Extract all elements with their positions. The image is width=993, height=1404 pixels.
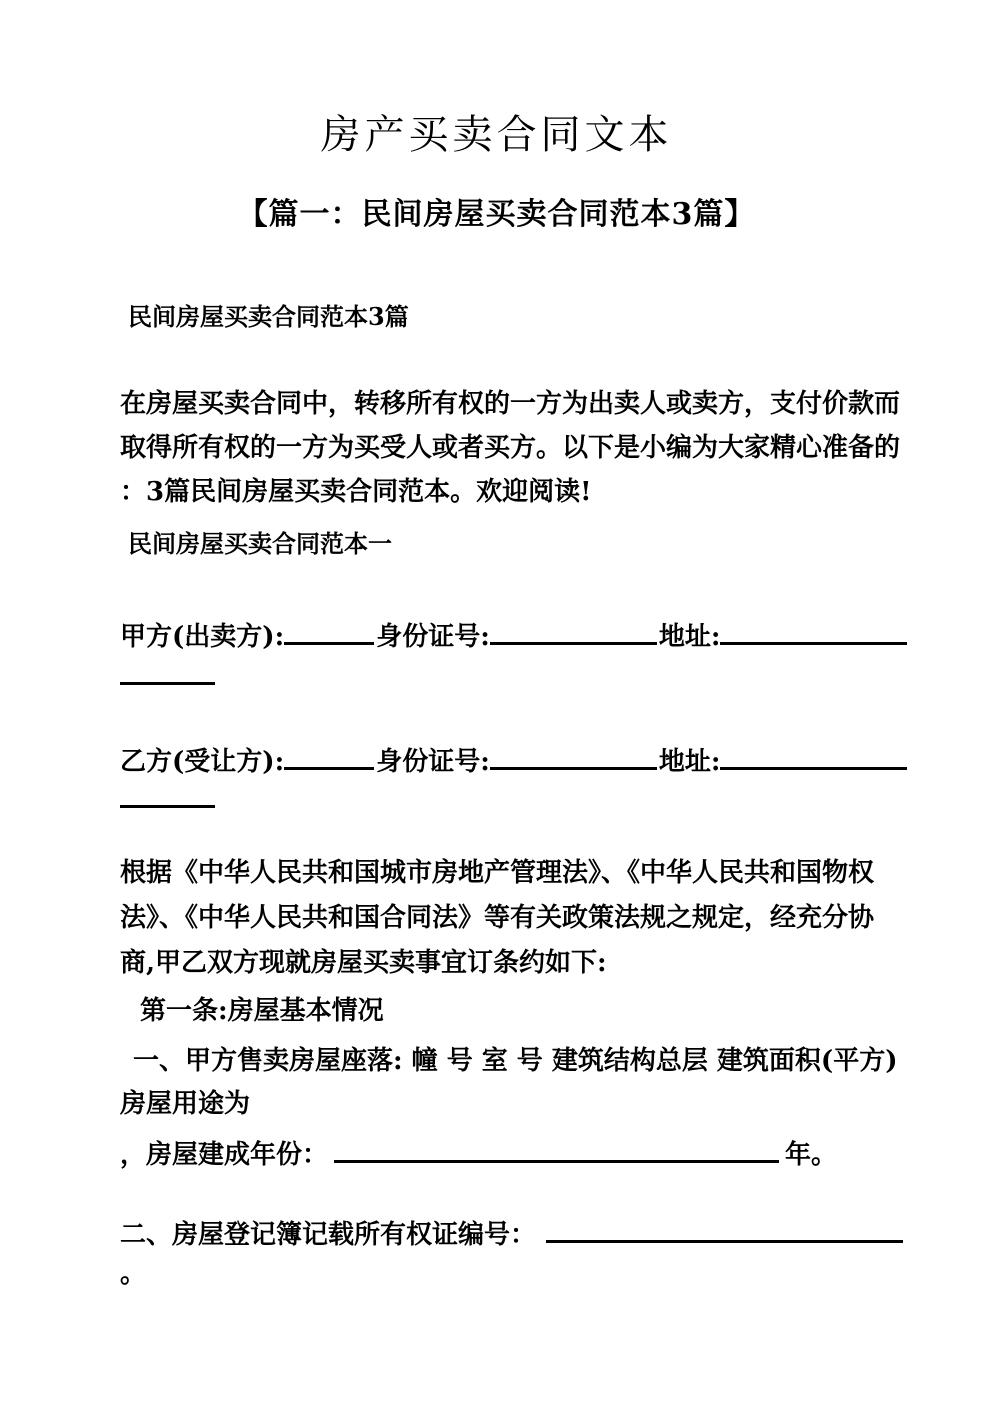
built-year-blank [334,1130,779,1163]
clause-one-line-2: 房屋用途为 [120,1089,251,1119]
party-a-row-continuation [120,652,215,694]
party-a-name-blank [284,612,374,645]
party-b-address-label: 地址: [658,747,721,777]
party-a-id-label: 身份证号: [376,622,490,652]
certificate-number-blank [546,1210,903,1243]
article-one-heading: 第一条:房屋基本情况 [140,996,384,1026]
legal-line-1: 根据《中华人民共和国城市房地产管理法》、《中华人民共和国物权 [120,858,875,888]
sample-one-label: 民间房屋买卖合同范本一 [128,529,392,558]
party-b-id-blank [490,737,657,770]
clause-two-trailing-period: 。 [120,1259,147,1289]
party-a-name-label: 甲方(出卖方): [120,622,285,652]
clause-one-line-1: 一、甲方售卖房屋座落: 幢 号 室 号 建筑结构总层 建筑面积(平方) [133,1046,898,1076]
party-b-id-label: 身份证号: [376,747,490,777]
party-a-address-blank [720,612,907,645]
party-b-row-continuation [120,775,215,817]
document-title: 房产买卖合同文本 [320,112,673,158]
party-b-address-blank [720,737,907,770]
intro-line-3: ：3篇民间房屋买卖合同范本。欢迎阅读! [120,477,592,507]
legal-line-2: 法》、《中华人民共和国合同法》等有关政策法规之规定，经充分协 [120,903,875,933]
section-label: 民间房屋买卖合同范本3篇 [128,302,409,331]
intro-line-1: 在房屋买卖合同中，转移所有权的一方为出卖人或卖方，支付价款而 [120,389,901,419]
legal-line-3: 商,甲乙双方现就房屋买卖事宜订条约如下: [120,948,607,978]
party-a-address-label: 地址: [658,622,721,652]
party-b-name-label: 乙方(受让方): [120,747,285,777]
built-year-label: ，房屋建成年份： [120,1140,329,1170]
certificate-number-label: 二、房屋登记簿记载所有权证编号： [120,1220,537,1250]
party-a-row [120,612,907,654]
party-b-address-blank-continuation [120,775,215,808]
party-b-name-blank [284,737,374,770]
party-a-id-blank [490,612,657,645]
built-year-suffix: 年。 [785,1140,838,1170]
document-subtitle: 【篇一：民间房屋买卖合同范本3篇】 [237,197,756,232]
party-b-row [120,737,907,779]
clause-one-line-3 [120,1130,837,1172]
intro-line-2: 取得所有权的一方为买受人或者买方。以下是小编为大家精心准备的 [120,433,901,463]
party-a-address-blank-continuation [120,652,215,685]
clause-two-line [120,1210,903,1252]
